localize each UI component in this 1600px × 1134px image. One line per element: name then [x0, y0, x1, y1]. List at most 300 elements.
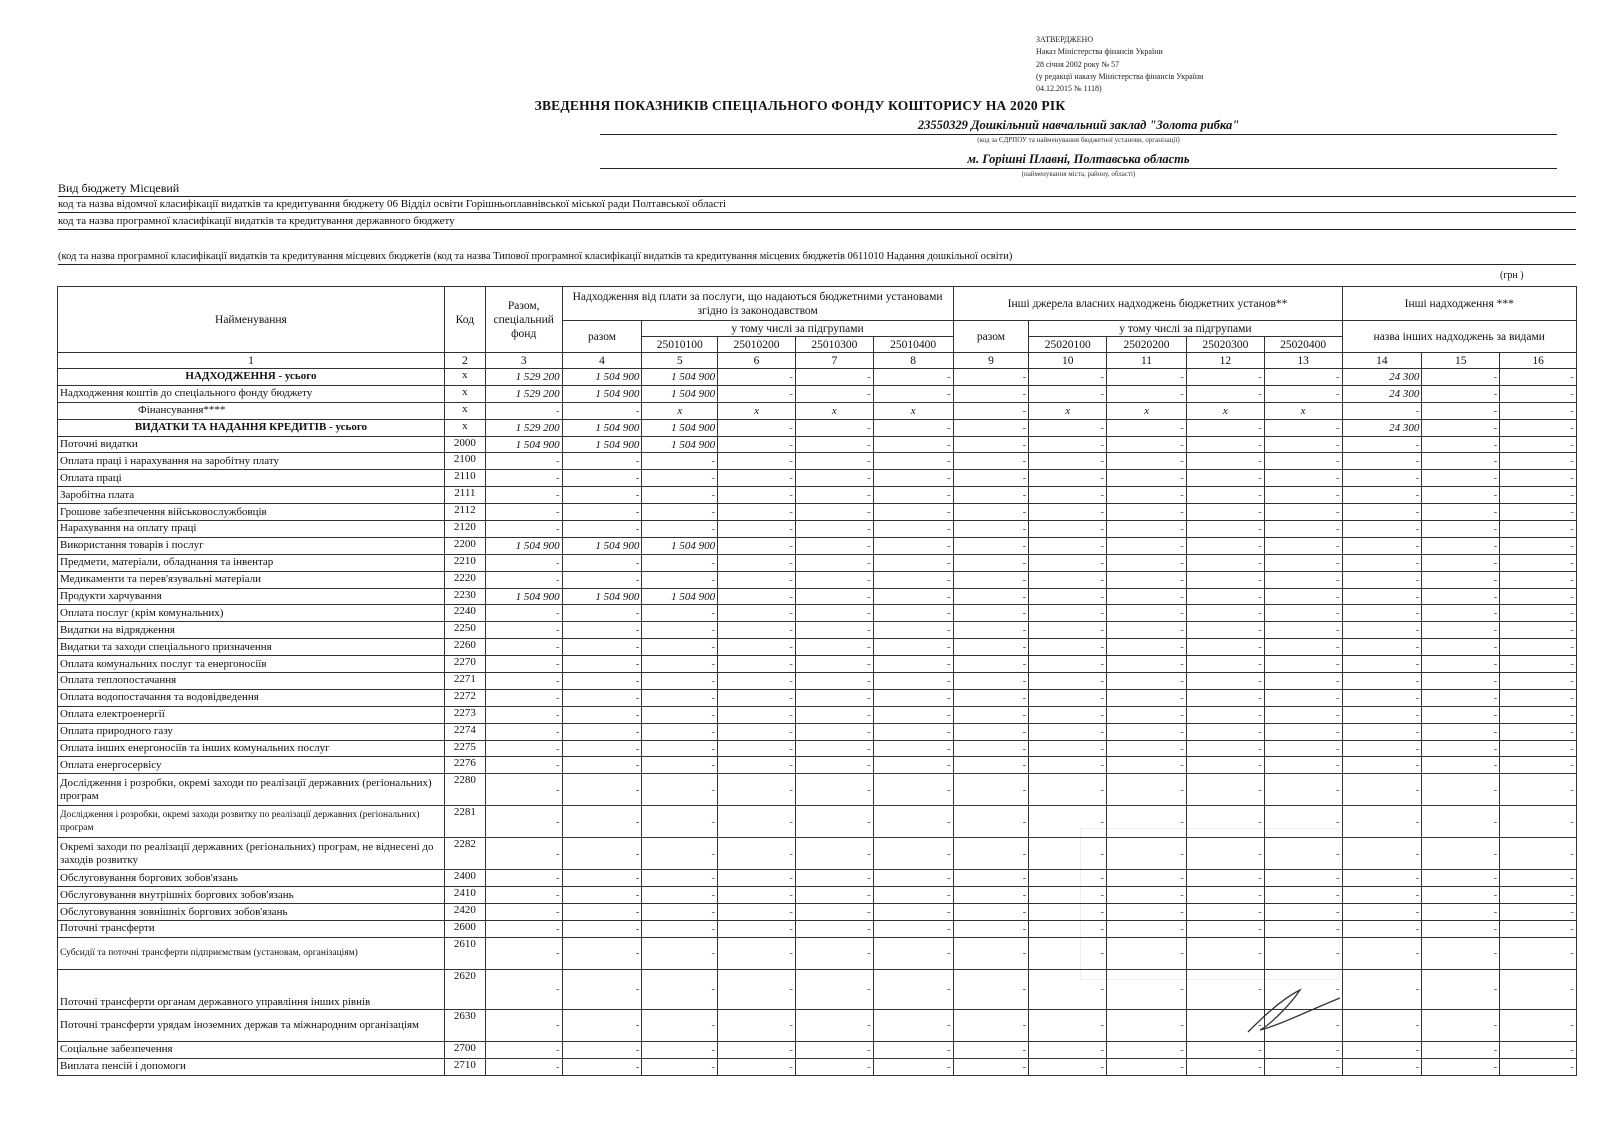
row-value: - [1029, 921, 1107, 938]
row-code: 2282 [444, 838, 485, 870]
row-value: - [1500, 402, 1577, 419]
table-row [58, 554, 1577, 571]
row-value: - [1186, 904, 1264, 921]
row-value: - [562, 740, 642, 757]
row-value: - [718, 887, 796, 904]
row-name: Обслуговування боргових зобов'язань [58, 870, 445, 887]
row-value: - [795, 453, 873, 470]
row-value: - [873, 740, 953, 757]
table-row [58, 937, 1577, 969]
row-value: - [873, 656, 953, 673]
row-value: - [1107, 656, 1187, 673]
row-value: - [953, 774, 1029, 806]
row-value: - [485, 571, 562, 588]
row-value: - [1107, 969, 1187, 1009]
signature-icon [1240, 980, 1360, 1040]
table-row [58, 419, 1577, 436]
row-value: - [1186, 537, 1264, 554]
row-value: - [953, 487, 1029, 504]
row-name: Виплата пенсій і допомоги [58, 1058, 445, 1075]
row-value: - [795, 673, 873, 690]
row-value: - [1107, 537, 1187, 554]
row-value: - [1342, 838, 1422, 870]
row-value: - [1422, 757, 1500, 774]
row-value: - [1500, 806, 1577, 838]
row-value: - [1264, 838, 1342, 870]
row-value: - [1264, 757, 1342, 774]
row-value: - [718, 706, 796, 723]
row-value: - [1422, 571, 1500, 588]
row-value: - [1029, 904, 1107, 921]
row-value: - [873, 419, 953, 436]
row-value: - [562, 504, 642, 521]
header-fees-sub: у тому числі за підгрупами [642, 321, 953, 337]
row-value: - [1422, 740, 1500, 757]
row-code: 2110 [444, 470, 485, 487]
row-value: - [1500, 1009, 1577, 1041]
row-name: Нарахування на оплату праці [58, 521, 445, 538]
row-value: - [1264, 723, 1342, 740]
row-value: - [485, 937, 562, 969]
row-value: - [873, 487, 953, 504]
row-value: - [642, 453, 718, 470]
row-value: - [795, 385, 873, 402]
row-value: - [1107, 436, 1187, 453]
row-value: - [1029, 521, 1107, 538]
header-column-number: 7 [795, 353, 873, 369]
row-name: Оплата комунальних послуг та енергоносіїв [58, 656, 445, 673]
row-code: 2420 [444, 904, 485, 921]
table-row [58, 673, 1577, 690]
header-other-group: Інші джерела власних надходжень бюджетних установ** [953, 287, 1342, 321]
row-value: - [562, 887, 642, 904]
row-value: - [795, 436, 873, 453]
row-value: - [1186, 740, 1264, 757]
row-value: - [1264, 740, 1342, 757]
row-value: - [1422, 453, 1500, 470]
row-value: - [1264, 571, 1342, 588]
header-fees-code: 25010100 [642, 337, 718, 353]
row-value: - [1422, 673, 1500, 690]
row-value: - [718, 838, 796, 870]
row-value: - [1500, 588, 1577, 605]
row-value: - [1107, 689, 1187, 706]
header-fees-code: 25010300 [795, 337, 873, 353]
row-value: - [718, 774, 796, 806]
row-value: - [642, 806, 718, 838]
row-value: - [953, 921, 1029, 938]
row-value: - [1500, 436, 1577, 453]
row-value: - [1422, 1009, 1500, 1041]
row-value: - [873, 504, 953, 521]
row-name: Оплата енергосервісу [58, 757, 445, 774]
row-value: - [1500, 1041, 1577, 1058]
table-row [58, 904, 1577, 921]
header-column-number: 5 [642, 353, 718, 369]
row-value: - [1029, 723, 1107, 740]
row-value: - [562, 554, 642, 571]
row-name: Обслуговування внутрішніх боргових зобов'язань [58, 887, 445, 904]
row-value: - [562, 402, 642, 419]
row-value: - [1029, 774, 1107, 806]
row-value: - [1186, 1041, 1264, 1058]
row-value: - [562, 639, 642, 656]
row-value: - [1342, 870, 1422, 887]
row-code: 2700 [444, 1041, 485, 1058]
row-value: - [1342, 1041, 1422, 1058]
row-value: 1 504 900 [562, 537, 642, 554]
row-value: - [485, 1041, 562, 1058]
header-fees-group: Надходження від плати за послуги, що надаються бюджетними установами згідно із законодавством [562, 287, 953, 321]
row-value: - [642, 757, 718, 774]
row-value: - [1422, 806, 1500, 838]
row-value: - [1342, 937, 1422, 969]
row-value: - [1186, 1009, 1264, 1041]
row-value: - [562, 870, 642, 887]
row-value: - [953, 605, 1029, 622]
row-code: 2100 [444, 453, 485, 470]
row-value: - [1264, 870, 1342, 887]
row-value: - [485, 656, 562, 673]
header-column-number: 8 [873, 353, 953, 369]
row-value: - [1500, 385, 1577, 402]
row-value: - [718, 740, 796, 757]
row-value: - [1186, 887, 1264, 904]
row-value: - [1264, 385, 1342, 402]
row-name: Субсидії та поточні трансферти підприємствам (установам, організаціям) [58, 937, 445, 969]
row-value: - [1264, 369, 1342, 386]
row-value: - [1029, 639, 1107, 656]
row-value: - [873, 369, 953, 386]
row-value: - [1342, 706, 1422, 723]
row-value: - [1107, 723, 1187, 740]
row-value: - [1029, 571, 1107, 588]
header-column-number: 3 [485, 353, 562, 369]
table-row [58, 588, 1577, 605]
row-value: - [795, 1009, 873, 1041]
table-row [58, 571, 1577, 588]
row-value: - [1342, 673, 1422, 690]
row-value: - [718, 622, 796, 639]
row-value: - [1500, 706, 1577, 723]
table-row [58, 723, 1577, 740]
row-value: - [718, 436, 796, 453]
row-value: - [1186, 723, 1264, 740]
row-code: 2250 [444, 622, 485, 639]
row-name: НАДХОДЖЕННЯ - усього [58, 369, 445, 386]
row-value: - [873, 673, 953, 690]
row-value: - [1422, 369, 1500, 386]
row-value: - [1264, 521, 1342, 538]
row-value: - [562, 571, 642, 588]
row-value: - [1500, 904, 1577, 921]
row-value: - [562, 757, 642, 774]
row-code: 2270 [444, 656, 485, 673]
row-code: 2000 [444, 436, 485, 453]
row-value: - [873, 969, 953, 1009]
table-row [58, 870, 1577, 887]
row-value: - [1107, 706, 1187, 723]
table-row [58, 806, 1577, 838]
row-value: - [718, 571, 796, 588]
row-value: 1 504 900 [642, 419, 718, 436]
row-value: 1 504 900 [485, 436, 562, 453]
row-value: - [718, 870, 796, 887]
row-value: - [485, 487, 562, 504]
row-value: - [718, 470, 796, 487]
row-value: x [795, 402, 873, 419]
row-code: 2630 [444, 1009, 485, 1041]
row-value: - [485, 470, 562, 487]
row-value: - [953, 969, 1029, 1009]
row-value: - [1029, 487, 1107, 504]
row-value: - [1029, 588, 1107, 605]
row-value: - [718, 904, 796, 921]
row-value: - [795, 870, 873, 887]
header-fees-code: 25010400 [873, 337, 953, 353]
row-code: 2111 [444, 487, 485, 504]
row-code: 2281 [444, 806, 485, 838]
row-name: Грошове забезпечення військовослужбовців [58, 504, 445, 521]
row-value: - [1500, 470, 1577, 487]
row-value: - [1422, 385, 1500, 402]
row-value: - [642, 554, 718, 571]
row-value: - [562, 904, 642, 921]
row-value: - [953, 1009, 1029, 1041]
table-row [58, 706, 1577, 723]
row-value: - [1342, 605, 1422, 622]
row-value: - [1342, 453, 1422, 470]
row-value: - [1500, 723, 1577, 740]
row-value: - [485, 554, 562, 571]
row-value: - [1422, 887, 1500, 904]
approval-line: ЗАТВЕРДЖЕНО [1036, 35, 1094, 44]
row-value: - [562, 487, 642, 504]
row-value: - [795, 622, 873, 639]
row-value: - [1186, 806, 1264, 838]
row-value: - [873, 1009, 953, 1041]
header-column-number: 15 [1422, 353, 1500, 369]
table-row [58, 436, 1577, 453]
row-value: - [718, 537, 796, 554]
row-value: - [485, 1058, 562, 1075]
row-value: - [718, 937, 796, 969]
row-value: - [1264, 436, 1342, 453]
row-name: Продукти харчування [58, 588, 445, 605]
row-value: - [485, 887, 562, 904]
row-value: - [1107, 870, 1187, 887]
row-value: - [1342, 740, 1422, 757]
row-value: - [1422, 537, 1500, 554]
row-value: - [1264, 470, 1342, 487]
header-column-number: 6 [718, 353, 796, 369]
row-value: - [1422, 436, 1500, 453]
row-value: - [1029, 453, 1107, 470]
header-name: Найменування [58, 287, 445, 353]
row-value: - [795, 706, 873, 723]
table-row [58, 470, 1577, 487]
row-value: - [1107, 1058, 1187, 1075]
row-value: - [1264, 487, 1342, 504]
row-value: - [1264, 622, 1342, 639]
row-value: - [953, 537, 1029, 554]
header-column-number: 16 [1500, 353, 1577, 369]
row-value: - [953, 689, 1029, 706]
row-value: - [642, 870, 718, 887]
row-value: - [873, 385, 953, 402]
row-value: - [1029, 689, 1107, 706]
row-name: Видатки на відрядження [58, 622, 445, 639]
row-value: - [873, 537, 953, 554]
row-value: - [1500, 554, 1577, 571]
table-row [58, 1041, 1577, 1058]
row-value: - [1186, 706, 1264, 723]
row-value: - [1186, 521, 1264, 538]
row-value: - [1342, 402, 1422, 419]
row-value: - [485, 806, 562, 838]
row-code: 2260 [444, 639, 485, 656]
row-value: - [1264, 419, 1342, 436]
row-value: - [1107, 622, 1187, 639]
row-value: - [1029, 757, 1107, 774]
row-name: Медикаменти та перев'язувальні матеріали [58, 571, 445, 588]
row-value: - [873, 838, 953, 870]
row-name: Оплата праці і нарахування на заробітну плату [58, 453, 445, 470]
row-value: - [718, 757, 796, 774]
row-value: - [1186, 673, 1264, 690]
row-value: - [873, 1041, 953, 1058]
row-value: - [1422, 1041, 1500, 1058]
row-code: 2280 [444, 774, 485, 806]
row-value: - [1342, 554, 1422, 571]
row-value: - [642, 521, 718, 538]
row-value: - [718, 521, 796, 538]
header-other-code: 25020200 [1107, 337, 1187, 353]
row-name: Оплата послуг (крім комунальних) [58, 605, 445, 622]
row-value: 1 504 900 [562, 588, 642, 605]
row-value: - [1107, 419, 1187, 436]
row-value: - [562, 1009, 642, 1041]
row-value: - [795, 554, 873, 571]
currency-unit: (грн ) [1500, 270, 1524, 281]
row-value: - [873, 571, 953, 588]
stamp-watermark [1080, 828, 1340, 980]
row-value: - [1029, 706, 1107, 723]
row-value: - [1500, 487, 1577, 504]
row-value: - [1107, 904, 1187, 921]
row-value: - [1342, 470, 1422, 487]
row-value: - [795, 369, 873, 386]
row-value: - [562, 969, 642, 1009]
row-value: - [953, 571, 1029, 588]
row-value: - [1422, 838, 1500, 870]
row-code: 2276 [444, 757, 485, 774]
row-value: - [953, 870, 1029, 887]
row-value: - [1500, 757, 1577, 774]
row-value: - [1186, 689, 1264, 706]
row-value: - [1107, 571, 1187, 588]
row-name: Дослідження і розробки, окремі заходи по реалізації державних (регіональних) програм [58, 774, 445, 806]
row-name: Оплата водопостачання та водовідведення [58, 689, 445, 706]
row-value: - [562, 838, 642, 870]
row-value: - [1264, 969, 1342, 1009]
row-value: - [642, 639, 718, 656]
approval-line: (у редакції наказу Міністерства фінансів України [1036, 71, 1204, 81]
table-row [58, 605, 1577, 622]
row-code: 2610 [444, 937, 485, 969]
row-value: - [718, 969, 796, 1009]
row-value: - [485, 605, 562, 622]
row-value: - [1186, 554, 1264, 571]
table-row [58, 740, 1577, 757]
row-value: - [1029, 740, 1107, 757]
row-value: - [1029, 1058, 1107, 1075]
row-code: 2210 [444, 554, 485, 571]
row-value: - [1107, 1041, 1187, 1058]
row-value: - [1500, 639, 1577, 656]
row-value: - [1500, 673, 1577, 690]
row-value: 1 504 900 [642, 369, 718, 386]
row-value: - [1342, 639, 1422, 656]
row-value: - [953, 673, 1029, 690]
row-code: x [444, 419, 485, 436]
budget-type: Вид бюджету Місцевий [58, 181, 180, 195]
row-value: - [1342, 588, 1422, 605]
row-value: - [1264, 605, 1342, 622]
row-code: 2273 [444, 706, 485, 723]
row-name: Соціальне забезпечення [58, 1041, 445, 1058]
row-value: - [795, 969, 873, 1009]
row-value: - [953, 622, 1029, 639]
row-value: - [1186, 1058, 1264, 1075]
row-name: Поточні трансферти органам державного управління інших рівнів [58, 969, 445, 1009]
row-value: - [795, 740, 873, 757]
row-value: - [485, 622, 562, 639]
row-value: - [873, 554, 953, 571]
row-value: - [642, 1058, 718, 1075]
row-value: - [1186, 757, 1264, 774]
row-value: - [1422, 1058, 1500, 1075]
row-value: - [1264, 537, 1342, 554]
row-value: - [562, 470, 642, 487]
row-value: - [1422, 605, 1500, 622]
table-row [58, 369, 1577, 386]
row-value: - [1029, 838, 1107, 870]
row-name: Оплата електроенергії [58, 706, 445, 723]
row-value: - [718, 487, 796, 504]
local-program-classification: (код та назва програмної класифікації видатків та кредитування місцевих бюджетів (код та назва Типової програмної класифікації видатків та кредитування місцевих бюджетів 0611010 Надання дошкільної освіти) [58, 249, 1576, 265]
row-value: - [1500, 1058, 1577, 1075]
row-code: x [444, 402, 485, 419]
row-name: Окремі заходи по реалізації державних (регіональних) програм, не віднесені до заходів розвитку [58, 838, 445, 870]
row-value: - [1107, 470, 1187, 487]
row-value: - [1029, 673, 1107, 690]
row-value: - [1500, 537, 1577, 554]
row-value: - [1500, 605, 1577, 622]
row-value: - [718, 605, 796, 622]
row-value: - [1264, 921, 1342, 938]
row-value: - [873, 757, 953, 774]
row-value: - [795, 605, 873, 622]
row-value: - [1186, 504, 1264, 521]
row-code: 2271 [444, 673, 485, 690]
row-value: - [1107, 740, 1187, 757]
row-value: - [642, 571, 718, 588]
row-value: - [953, 588, 1029, 605]
header-other-code: 25020400 [1264, 337, 1342, 353]
row-value: - [642, 723, 718, 740]
row-value: - [1422, 656, 1500, 673]
